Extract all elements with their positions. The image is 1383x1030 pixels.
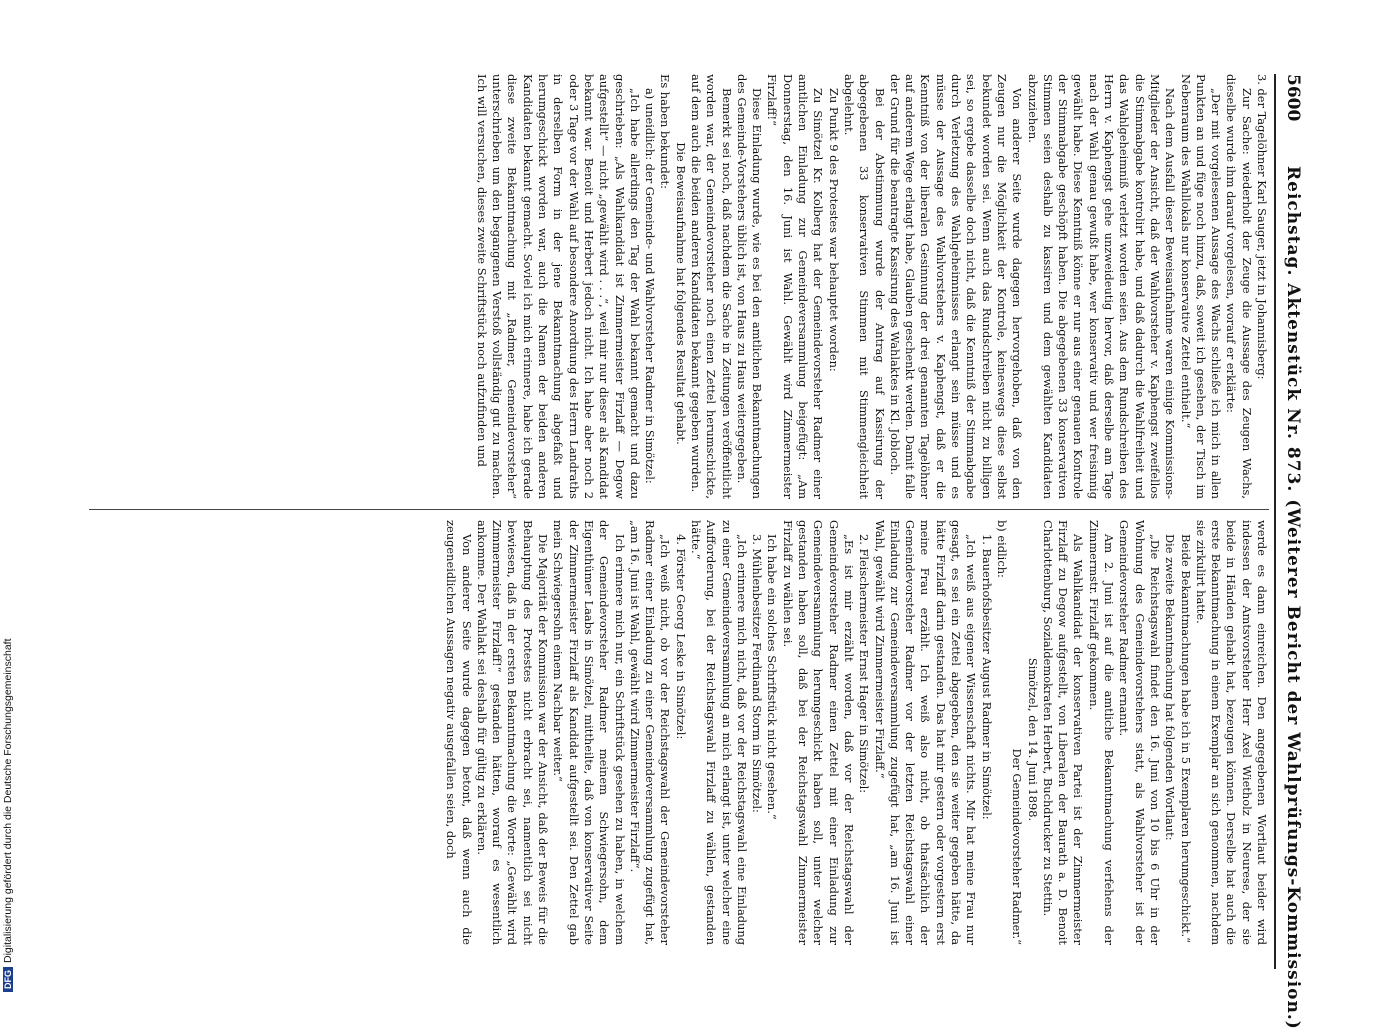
paragraph: 2. Fleischermeister Ernst Hager in Simötzel: [857, 534, 872, 794]
paragraph: Die Majorität der Kommission war der Ansicht, daß der Beweis für die Behauptung des Protestes nicht erbracht sei, namentlich sei nicht bewiesen, daß in der ersten Bekanntmachung die Worte: „Gewählt wird Zimmermeister Firzlaff!“ gestanden hätten, worauf es wesentlich ankomme. Der Wahlakt sei deshalb für gültig zu erklären. [474, 520, 551, 945]
paragraph: Zur Sache: wiederholt der Zeuge die Aussage des Zeugen Wachs, dieselbe wurde ihm darauf vorgelesen, worauf er erklärte: [1224, 74, 1254, 499]
paragraph: „Ich habe allerdings den Tag der Wahl bekannt gemacht und dazu geschrieben: „Als Wahlkandidat ist Zimmermeister Firzlaff — Degow aufgestellt“ — nicht „gewählt wird . . .“, weil mir nur dieser als Kandidat bekannt war. Benoit und Herbert jedoch nicht. Ich habe aber noch 2 oder 3 Tage vor der Wahl auf besondere Anordnung des Herrn Landraths in derselben Form in der jene Bekanntmachung abgefaßt und herumgeschickt worden war, auch die Namen der beiden anderen Kandidaten bekannt gemacht. Soviel ich mich erinnere, habe ich gerade diese zweite Bekanntmachung mit „Radmer, Gemeindevorsteher“ unterschrieben um den begangenen Verstoß vollständig gut zu machen. Ich will versuchen, dieses zweite Schriftstück noch aufzufinden und [474, 74, 642, 499]
paragraph: Ich habe ein solches Schriftstück nicht gesehen.“ [765, 534, 780, 820]
rotated-page [83, 74, 1303, 1030]
paragraph: „Ich erinnere mich nicht, daß vor der Reichstagswahl eine Einladung zu einer Gemeindeversammlung an mich erlangt ist, unter welcher eine Aufforderung, bei der Reichstagswahl Firzlaff zu wählen, gestanden hätte.“ [689, 520, 749, 945]
paragraph: 1. Bauerhofsbesitzer August Radmer in Simötzel: [979, 534, 994, 820]
paragraph: Zu Punkt 9 des Protestes war behauptet worden: [826, 88, 841, 372]
paragraph: Die zweite Bekanntmachung hat folgenden Wortlaut: [1163, 534, 1178, 841]
left-column [89, 74, 1269, 499]
paragraph: Zu Simötzel Kr. Kolberg hat der Gemeindevorsteher Radmer einer amtlichen Einladung zur Gemeindeversammlung beigefügt: „Am Donnerstag, den 16. Juni ist Wahl. Gewählt wird Zimmermeister Firzlaff!“ [765, 74, 826, 499]
paragraph: 3. der Tagelöhner Karl Sauger, jetzt in Johannisberg: [1255, 74, 1269, 380]
paragraph: Es haben bekundet: [658, 74, 673, 189]
paragraph: werde es dann einreichen. Den angegebenen Wortlaut beider wird indessen der Amtsvorsteher Herr Axel Wietholz in Neurese, der sie beide in Händen gehabt hat, bezeugen können. Derselbe hat auch die erste Bekanntmachung in einem Exemplar an sich genommen, nachdem sie zirkulirt hatte. [1193, 520, 1269, 945]
paragraph: Ich erinnere mich nur, ein Schriftstück gesehen zu haben, in welchem der Gemeindevorsteher Radmer meinem Schwiegersohn, dem Eigenthümer Laabs in Simötzel, mittheilte, daß von konservativer Seite der Zimmermeister Firzlaff als Kandidat aufgestellt sei. Den Zettel gab mein Schwiegersohn einem Nachbar weiter.“ [551, 520, 627, 945]
paragraph: Simötzel, den 14. Juni 1898. [1025, 657, 1040, 822]
paragraph: Die Beweisaufnahme hat folgendes Resultat gehabt. [673, 142, 688, 445]
paragraph: 4. Förster Georg Leske in Simötzel: [673, 534, 688, 740]
paragraph: „Ich weiß aus eigener Wissenschaft nichts. Mir hat meine Frau nur gesagt, es sei ein Zettel abgegeben, den sie weiter gegeben hätte, da hätte Firzlaff darin gestanden. Das hat mir gestern oder vorgestern erst meine Frau erzählt. Ich weiß also nicht, ob thatsächlich der Gemeindevorsteher Radmer vor der letzten Reichstagswahl einer Einladung zur Gemeindeversammlung zugefügt hat, „am 16. Juni ist Wahl, gewählt wird Zimmermeister Firzlaff.“ [872, 520, 979, 945]
digitization-text: Digitalisierung gefördert durch die Deutsche Forschungsgemeinschaft [2, 638, 14, 963]
paragraph: „Der mit vorgelesenen Aussage des Wachs schließe ich mich in allen Punkten an und füge noch hinzu, daß, soweit ich gesehen, der Tisch im Nebenraum des Wahllokals nur konservative Zettel enthielt.“ [1178, 74, 1224, 499]
paragraph: „Es ist mir erzählt worden, daß vor der Reichstagswahl der Gemeindevorsteher Radmer einen Zettel mit einer Einladung zur Gemeindeversammlung herumgeschickt haben soll, unter welcher gestanden haben soll, daß bei der Reichstagswahl Zimmermeister Firzlaff zu wählen sei. [780, 520, 856, 945]
paragraph: „Ich weiß nicht, ob vor der Reichstagswahl der Gemeindevorsteher Radmer einer Einladung zu einer Gemeindeversammlung zugefügt hat, „am 16. Juni ist Wahl, gewählt wird Zimmermeister Firzlaff“. [627, 520, 673, 945]
dfg-logo: DFG [3, 967, 13, 992]
paragraph: b) eidlich: [994, 520, 1009, 578]
paragraph: 3. Mühlenbesitzer Ferdinand Storm in Simötzel: [750, 534, 765, 813]
page-header [1279, 74, 1303, 1030]
signature: Der Gemeindevorsteher Radmer.“ [1010, 748, 1025, 945]
page-title: Reichstag. Aktenstück Nr. 873. (Weiterer Bericht der Wahlprüfungs-Kommission.) [1283, 166, 1303, 1030]
paragraph: Von anderer Seite wurde dagegen hervorgehoben, daß von den Zeugen nur die Möglichkeit der Kontrole, keineswegs diese selbst bekundet worden sei. Wenn auch das Rundschreiben nicht zu billigen sei, so ergebe dasselbe doch nicht, daß die Kenntniß der Stimmabgabe durch Verletzung des Wahlgeheimnisses erlangt sein müsse und es müsse der Aussage des Wahlvorstehers v. Kaphengst, daß er die Kenntniß von der liberalen Gesinnung der drei genannten Tagelöhner auf anderem Wege erlangt habe, Glauben geschenkt werden. Damit falle der Grund für die beantragte Kassirung des Wahlaktes in Kl. Jobloch. [887, 74, 1025, 499]
paragraph: Am 2. Juni ist auf die amtliche Bekanntmachung verfehens der Zimmermstr. Firzlaff gekommen. [1086, 520, 1117, 945]
paragraph: „Die Reichstagswahl findet den 16. Juni von 10 bis 6 Uhr in der Wohnung des Gemeindevorstehers statt, als Wahlvorsteher ist der Gemeindevorsteher Radmer ernannt. [1117, 520, 1162, 945]
paragraph: Als Wahlkandidat der konservativen Partei ist der Zimmermeister Firzlaff zu Degow aufgestellt, von Liberalen der Baurath a. D. Benoit Charlottenburg, Sozialdemokraten Herbert, Buchdrucker zu Stettin. [1040, 520, 1086, 945]
paragraph: Beide Bekanntmachungen habe ich in 5 Exemplaren herumgeschickt.“ [1178, 534, 1193, 944]
paragraph: Bei der Abstimmung wurde der Antrag auf Kassirung der abgegebenen 33 konservativen Stimmen mit Stimmengleichheit abgelehnt. [841, 74, 887, 499]
header-rule [1274, 74, 1276, 969]
page-number: 5600 [1283, 74, 1303, 122]
paragraph: a) uneidlich: der Gemeinde- und Wahlvorsteher Radmer in Simötzel: [643, 88, 658, 484]
paragraph: Bemerkt sei noch, daß nachdem die Sache in Zeitungen veröffentlicht worden war, der Gemeindevorsteher noch einen Zettel herumschickte, auf dem auch die beiden anderen Kandidaten bekannt gegeben wurden. [689, 74, 734, 499]
column-divider [89, 509, 1269, 510]
paragraph: Von anderer Seite wurde dagegen betont, daß wenn auch die zeugeneidlichen Aussagen negativ ausgefallen seien, doch [444, 520, 474, 945]
digitization-note [2, 592, 16, 992]
right-column [89, 520, 1269, 945]
paragraph: Nach dem Ausfall dieser Beweisaufnahme waren einige Kommissions-Mitglieder der Ansicht, daß der Wahlvorsteher v. Kaphengst zweifellos die Stimmabgabe kontrolirt habe, und daß dadurch die Wahlfreiheit und das Wahlgeheimniß verletzt worden seien. Aus dem Rundschreiben des Herrn v. Kaphengst gehe unzweideutig hervor, daß derselbe am Tage nach der Wahl genau gewußt habe, wer konservativ und wer freisinnig gewählt habe. Diese Kenntniß könne er nur aus einer genauen Kontrole der Stimmabgabe geschöpft haben. Die abgegebenen 33 konservativen Stimmen seien deshalb zu kassiren und dem gewählten Kandidaten abzuziehen. [1025, 74, 1178, 499]
paragraph: Diese Einladung wurde, wie es bei den amtlichen Bekanntmachungen des Gemeinde-Vorstehers üblich ist, von Haus zu Haus weitergegeben. [734, 74, 765, 499]
